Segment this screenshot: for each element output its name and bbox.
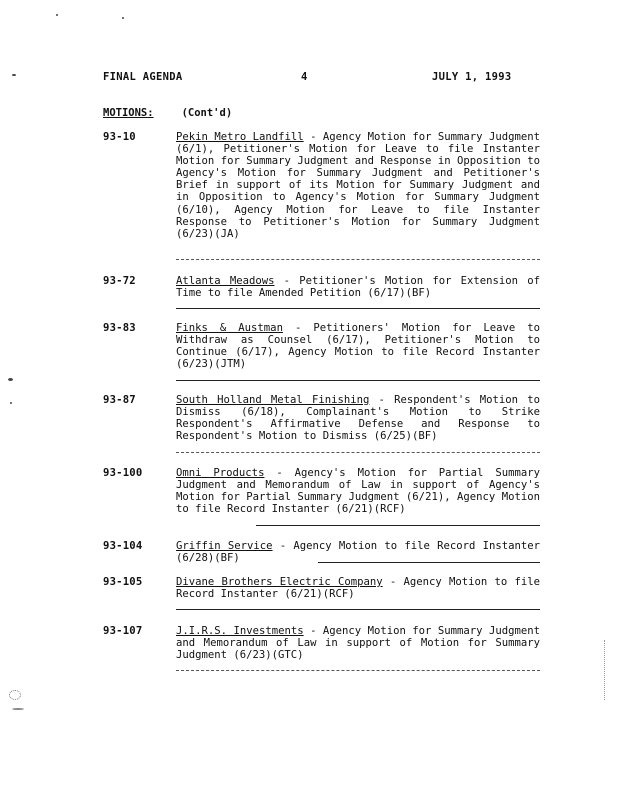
docket-number: 93-87	[103, 394, 136, 406]
case-name: Finks & Austman	[176, 322, 283, 334]
scan-speck	[12, 74, 16, 76]
divider	[318, 562, 540, 563]
divider	[176, 308, 540, 309]
page-number: 4	[301, 71, 308, 83]
case-name: Omni Products	[176, 467, 265, 479]
motion-text: - Respondent's Motion to Dismiss (6/18), Complainant's Motion to Strike Respondent's Affirmative Defense and Response to Respondent's Motion to Dismiss (6/25)(BF)	[176, 394, 540, 443]
motion-text: - Agency Motion to file Record Instanter (6/28)(BF)	[176, 540, 541, 565]
motion-text: - Agency's Motion for Partial Summary Judgment and Memorandum of Law in support of Agency's Motion for Partial Summary Judgment (6/21), Agency Motion to file Record Instanter (6/21)(RCF)	[176, 467, 540, 516]
case-name: Griffin Service	[176, 540, 273, 552]
item-description	[176, 275, 540, 299]
divider	[176, 670, 540, 671]
item-description	[176, 540, 540, 564]
docket-number: 93-107	[103, 625, 143, 637]
case-name: South Holland Metal Finishing	[176, 394, 370, 406]
item-description	[176, 131, 540, 240]
case-name: Divane Brothers Electric Company	[176, 576, 383, 588]
case-name: J.I.R.S. Investments	[176, 625, 304, 637]
item-description	[176, 322, 540, 370]
divider	[176, 609, 540, 610]
motions-label: MOTIONS:	[103, 107, 154, 119]
agenda-date: JULY 1, 1993	[432, 71, 512, 83]
case-name: Pekin Metro Landfill	[176, 131, 304, 143]
motion-text: - Petitioners' Motion for Leave to Withdraw as Counsel (6/17), Petitioner's Motion to Continue (6/17), Agency Motion to file Record Instanter (6/23)(JTM)	[176, 322, 541, 371]
divider	[176, 259, 540, 260]
motion-text: - Agency Motion to file Record Instanter (6/21)(RCF)	[176, 576, 540, 601]
docket-number: 93-83	[103, 322, 136, 334]
item-description	[176, 576, 540, 600]
divider	[176, 452, 540, 453]
scan-speck	[56, 14, 58, 16]
scan-speck	[604, 640, 606, 700]
item-description	[176, 625, 540, 661]
divider	[176, 380, 540, 381]
docket-number: 93-105	[103, 576, 143, 588]
divider	[256, 525, 540, 526]
scan-speck	[12, 708, 24, 710]
scan-speck	[8, 378, 13, 381]
contd-label: (Cont'd)	[181, 107, 233, 119]
agenda-title: FINAL AGENDA	[103, 71, 183, 83]
scan-speck	[10, 402, 12, 404]
docket-number: 93-10	[103, 131, 136, 143]
motion-text: - Agency Motion for Summary Judgment (6/1), Petitioner's Motion for Leave to file Instanter Motion for Summary Judgment and Response in Opposition to Agency's Motion for Summary Judgment and Petitioner's Brief in support of its Motion for Summary Judgment and in Opposition to Agency's Motion for Summary Judgment (6/10), Agency Motion for Leave to file Instanter Response to Petitioner's Motion for Summary Judgment (6/23)(JA)	[176, 131, 540, 240]
item-description	[176, 394, 540, 442]
case-name: Atlanta Meadows	[176, 275, 275, 287]
item-description	[176, 467, 540, 515]
motion-text: - Petitioner's Motion for Extension of Time to file Amended Petition (6/17)(BF)	[176, 275, 540, 300]
motion-text: - Agency Motion for Summary Judgment and Memorandum of Law in support of Motion for Summary Judgment (6/23)(GTC)	[176, 625, 540, 662]
docket-number: 93-100	[103, 467, 143, 479]
motions-heading	[103, 107, 232, 119]
scan-speck	[9, 690, 21, 700]
scan-speck	[122, 17, 124, 19]
docket-number: 93-104	[103, 540, 143, 552]
docket-number: 93-72	[103, 275, 136, 287]
